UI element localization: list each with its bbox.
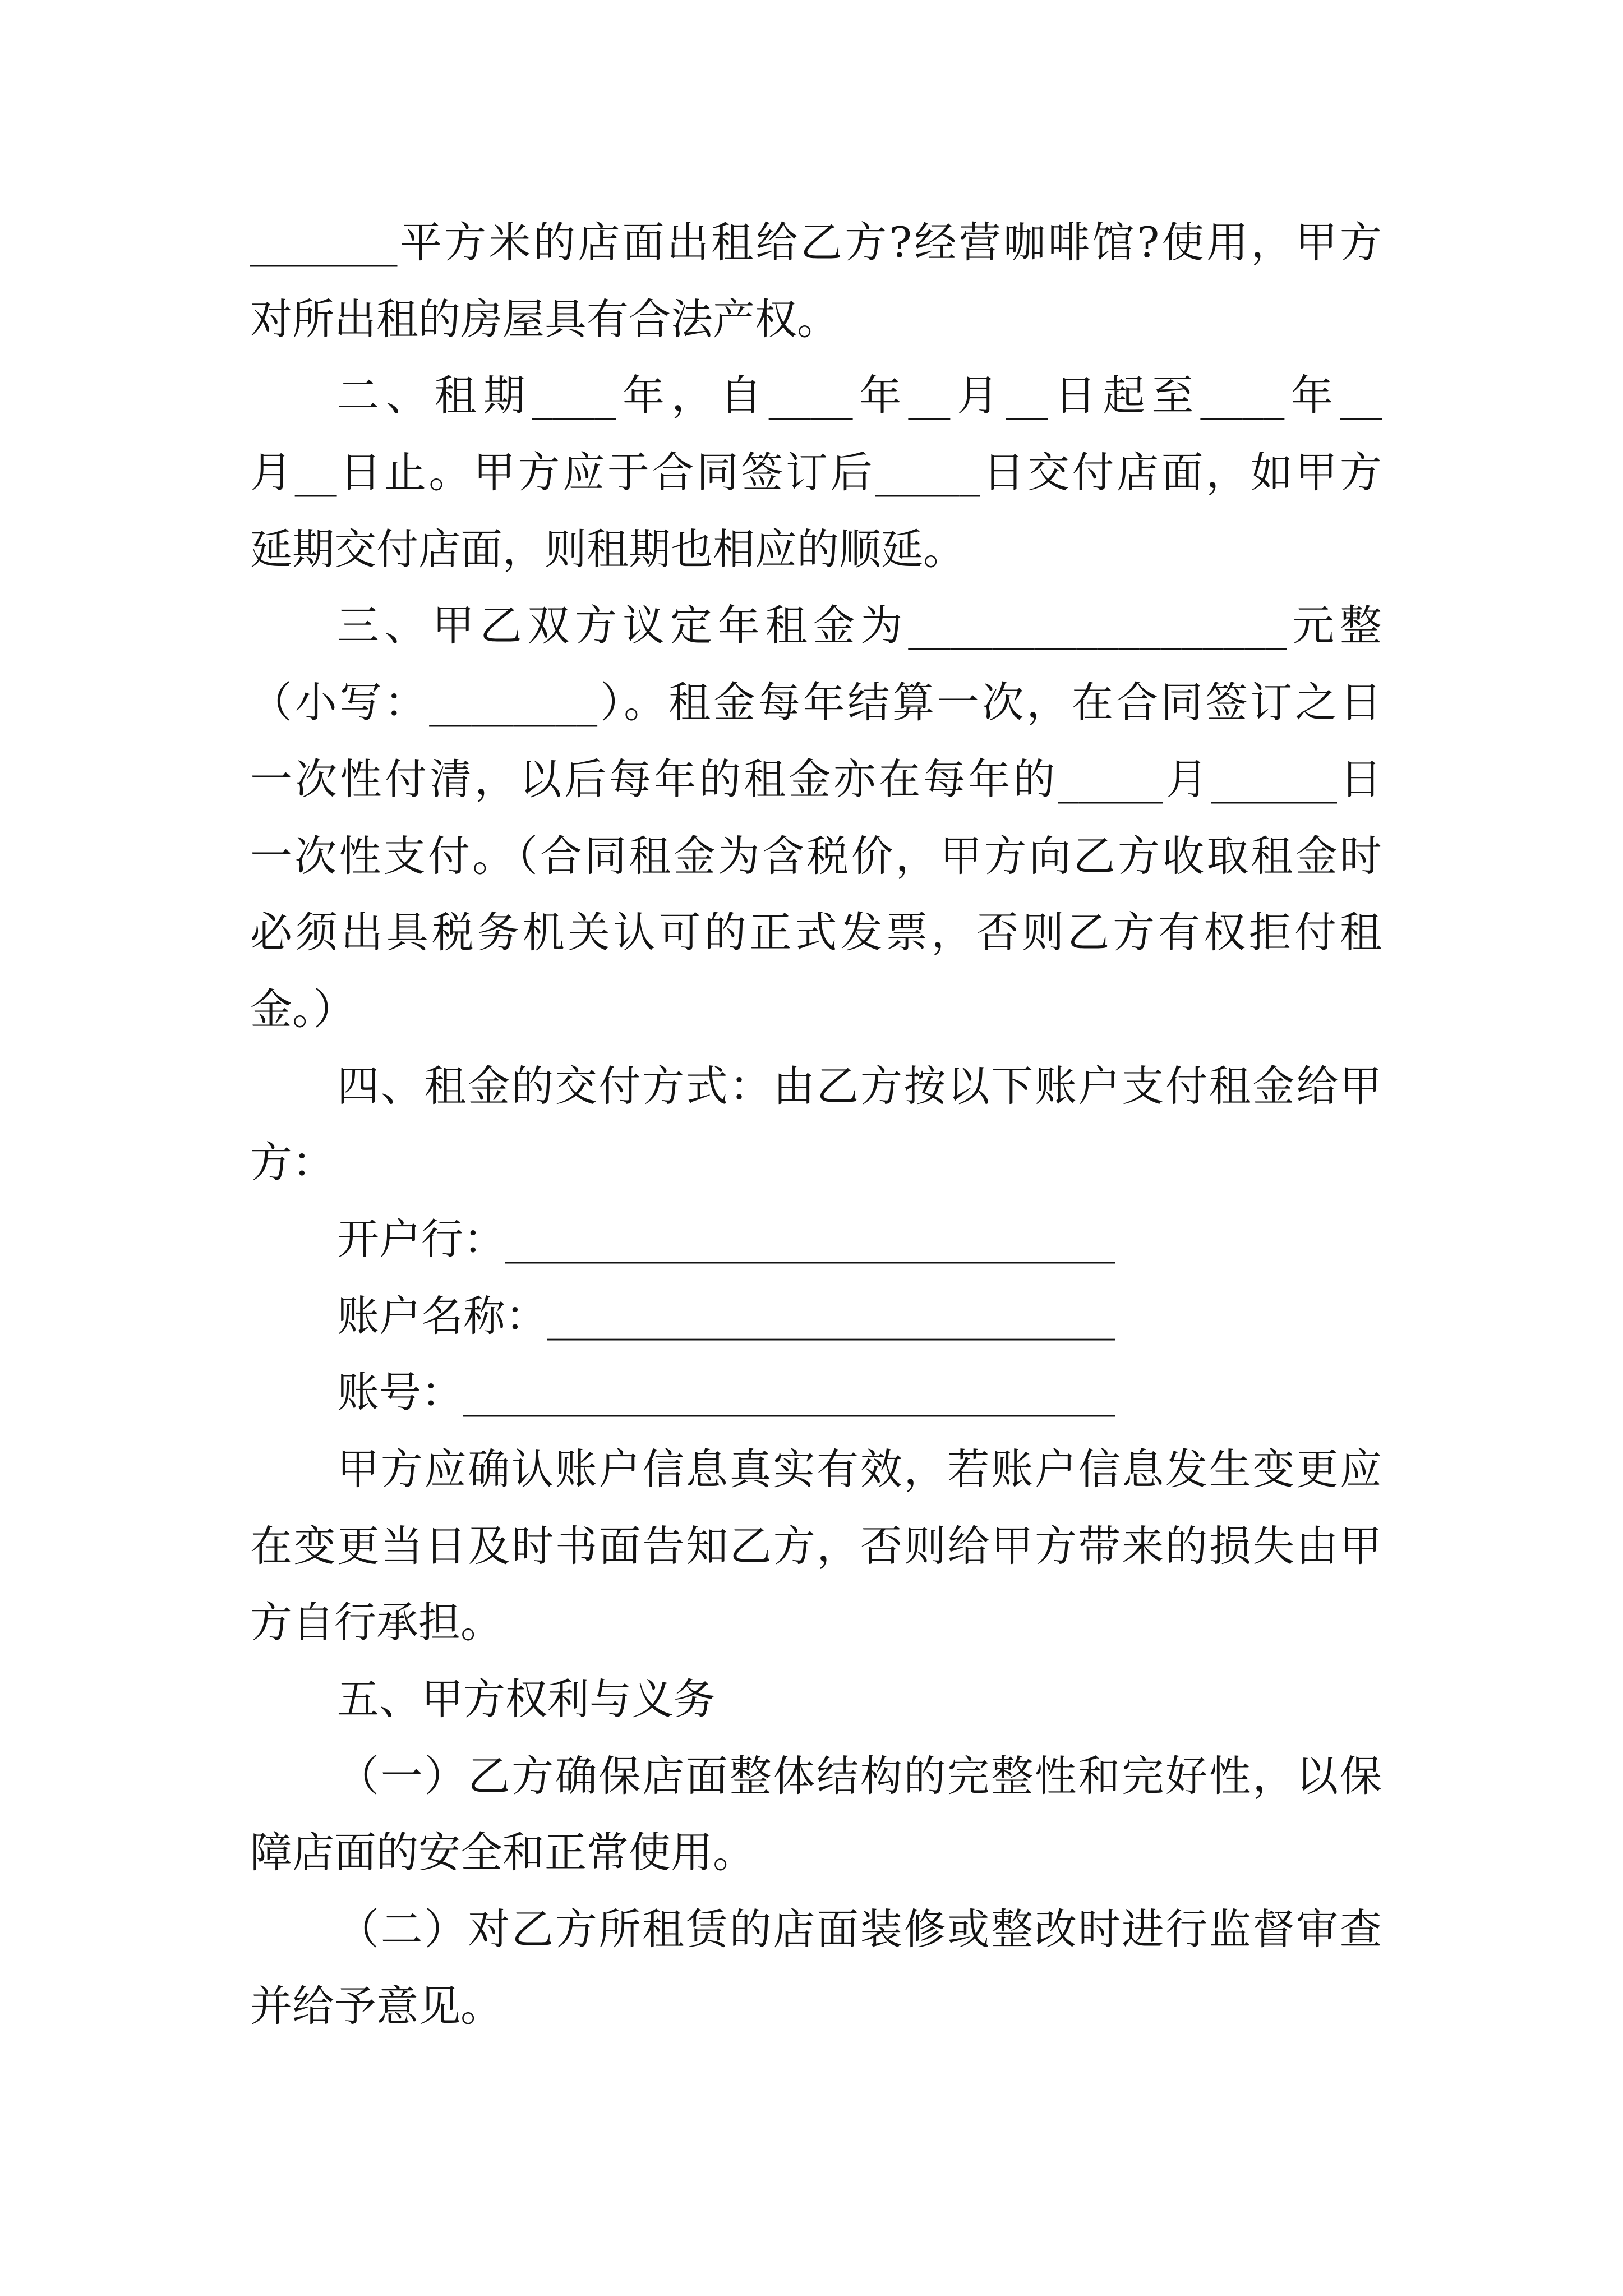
document-line: 金。） (250, 984, 356, 1034)
lease-term-line: 二、租期____年，自____年__月__日起至____年__ (337, 371, 1382, 421)
clause-line: （二）对乙方所租赁的店面装修或整改时进行监督审查 (337, 1904, 1382, 1954)
document-line: （小写：________）。租金每年结算一次，在合同签订之日 (250, 678, 1382, 728)
document-line: 在变更当日及时书面告知乙方，否则给甲方带来的损失由甲 (250, 1521, 1382, 1571)
document-line: 方自行承担。 (250, 1598, 503, 1648)
document-line: _______平方米的店面出租给乙方?经营咖啡馆?使用，甲方 (250, 218, 1382, 267)
document-line: 方： (250, 1138, 335, 1188)
document-line: 甲方应确认账户信息真实有效，若账户信息发生变更应 (337, 1444, 1382, 1494)
section-heading: 五、甲方权利与义务 (337, 1674, 716, 1724)
clause-line: （一）乙方确保店面整体结构的完整性和完好性，以保 (337, 1751, 1382, 1801)
document-line: 一次性支付。（合同租金为含税价，甲方向乙方收取租金时 (250, 831, 1382, 881)
document-line: 对所出租的房屋具有合法产权。 (250, 294, 840, 344)
document-body (250, 204, 1382, 2045)
account-name-field: 账户名称：___________________________ (337, 1291, 1115, 1341)
document-line: 必须出具税务机关认可的正式发票，否则乙方有权拒付租 (250, 908, 1382, 958)
annual-rent-line: 三、甲乙双方议定年租金为__________________元整 (337, 601, 1382, 651)
payment-method-line: 四、租金的交付方式：由乙方按以下账户支付租金给甲 (337, 1061, 1382, 1111)
bank-name-field: 开户行：_____________________________ (337, 1214, 1115, 1264)
document-line: 月__日止。甲方应于合同签订后_____日交付店面，如甲方 (250, 448, 1382, 498)
account-number-field: 账号：_______________________________ (337, 1368, 1115, 1418)
document-line: 并给予意见。 (250, 1981, 503, 2031)
document-line: 延期交付店面，则租期也相应的顺延。 (250, 524, 966, 574)
document-line: 障店面的安全和正常使用。 (250, 1828, 755, 1878)
document-line: 一次性付清，以后每年的租金亦在每年的_____月______日 (250, 754, 1382, 804)
